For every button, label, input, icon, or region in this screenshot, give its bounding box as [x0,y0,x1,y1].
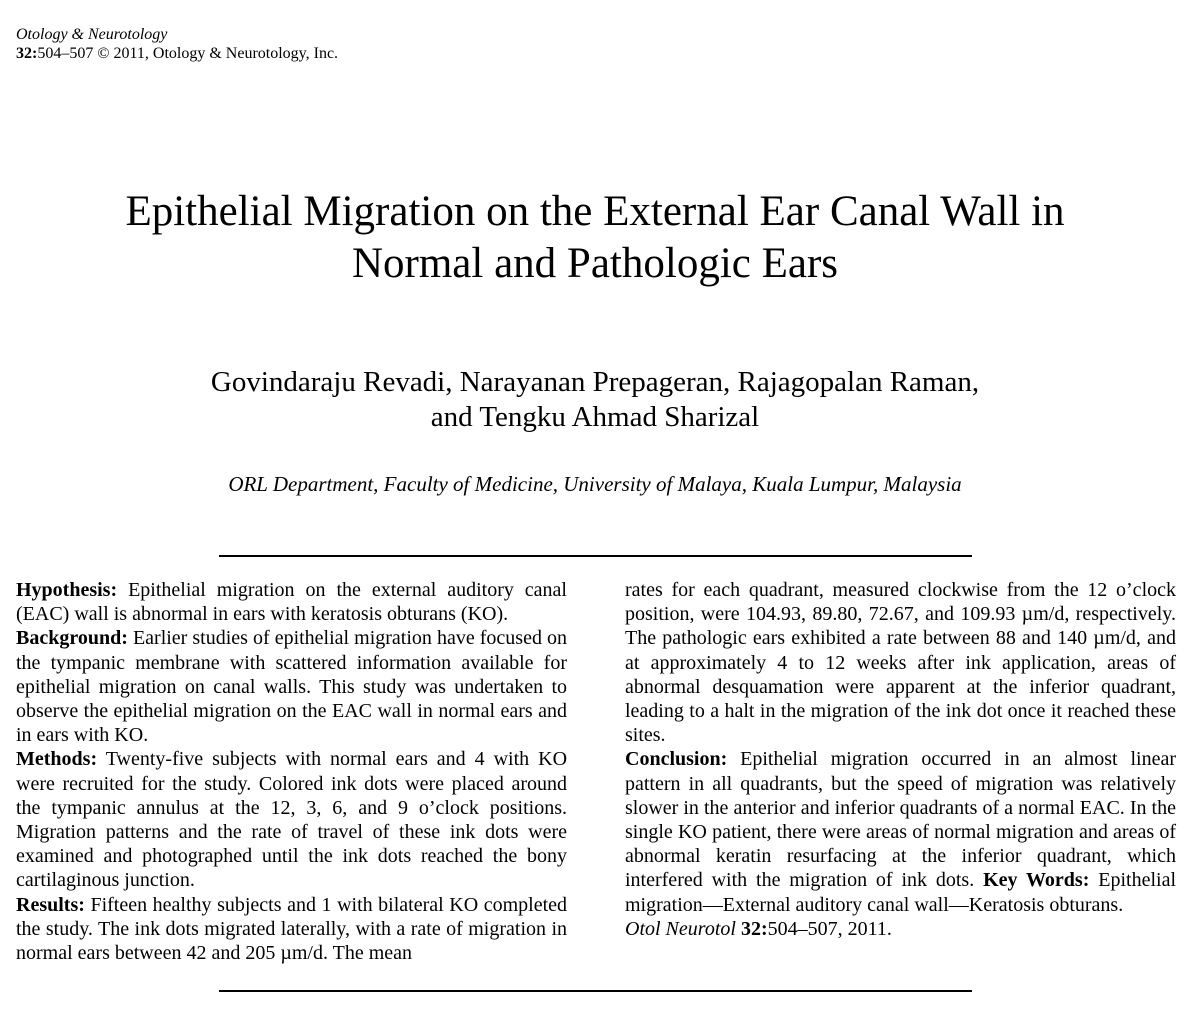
abstract-methods [16,747,567,892]
journal-citation-line [16,44,338,63]
journal-pages-copyright: 504–507 © 2011, Otology & Neurotology, Inc. [37,45,339,62]
hypothesis-label: Hypothesis: [16,579,118,601]
journal-header [16,25,338,63]
abstract-hypothesis [16,578,567,626]
results-text: Fifteen healthy subjects and 1 with bilateral KO completed the study. The ink dots migrated laterally, with a rate of migration in normal ears between 42 and 205 µm/d. The mean [16,893,568,965]
journal-name: Otology & Neurotology [16,26,168,43]
abstract-column-right [625,578,1176,941]
abstract-top-rule [219,555,972,557]
abstract-conclusion [625,747,1176,916]
citation-pages-year: 504–507, 2011. [767,917,892,940]
results-label: Results: [16,893,85,916]
results-text-continued: rates for each quadrant, measured clockwise from the 12 o’clock position, were 104.93, 89.80, 72.67, and 109.93 µm/d, respectively. The pathologic ears exhibited a rate between 88 and 140 µm/d, and at approximately 4 to 12 weeks after ink application, areas of abnormal desquamation were apparent at the inferior quadrant, leading to a halt in the migration of the ink dot once it reached these sites. [625,579,1176,747]
article-title-line1: Epithelial Migration on the External Ear Canal Wall in [125,188,1065,235]
keywords-text: Epithelial migration—External auditory canal wall—Keratosis obturans. [625,869,1177,916]
hypothesis-text: Epithelial migration on the external auditory canal (EAC) wall is abnormal in ears with keratosis obturans (KO). [16,579,567,626]
conclusion-text: Epithelial migration occurred in an almost linear pattern in all quadrants, but the speed of migration was relatively slower in the anterior and inferior quadrants of a normal EAC. In the single KO patient, there were areas of normal migration and areas of abnormal keratin resurfacing at the inferior quadrant, which interfered with the migration of ink dots. [625,748,1176,892]
methods-label: Methods: [16,748,98,771]
abstract-background [16,626,567,747]
journal-volume: 32: [16,45,38,62]
article-title-line2: Normal and Pathologic Ears [351,240,839,287]
authors-line1: Govindaraju Revadi, Narayanan Prepageran, Rajagopalan Raman, [210,366,980,398]
abstract-results-continued [625,578,1176,747]
citation-journal: Otol Neurotol [625,917,736,940]
abstract-column-left [16,578,567,965]
conclusion-label: Conclusion: [625,748,728,771]
keywords-label: Key Words: [983,869,1090,892]
article-title [0,186,1190,290]
methods-text: Twenty-five subjects with normal ears and 4 with KO were recruited for the study. Colored ink dots were placed around the tympanic annulus at the 12, 3, 6, and 9 o’clock positions. Migration patterns and the rate of travel of these ink dots were examined and photographed until the ink dots reached the bony cartilaginous junction. [16,748,568,892]
article-affiliation: ORL Department, Faculty of Medicine, University of Malaya, Kuala Lumpur, Malaysia [228,472,962,496]
abstract-results [16,893,567,966]
article-authors [0,365,1190,435]
background-label: Background: [16,627,128,650]
background-text: Earlier studies of epithelial migration have focused on the tympanic membrane with scattered information available for epithelial migration on canal walls. This study was undertaken to observe the epithelial migration on the EAC wall in normal ears and in ears with KO. [16,627,568,747]
citation-volume: 32: [740,917,768,940]
abstract-bottom-rule [219,990,972,992]
abstract-citation [625,917,1176,941]
authors-line2: and Tengku Ahmad Sharizal [430,401,760,433]
